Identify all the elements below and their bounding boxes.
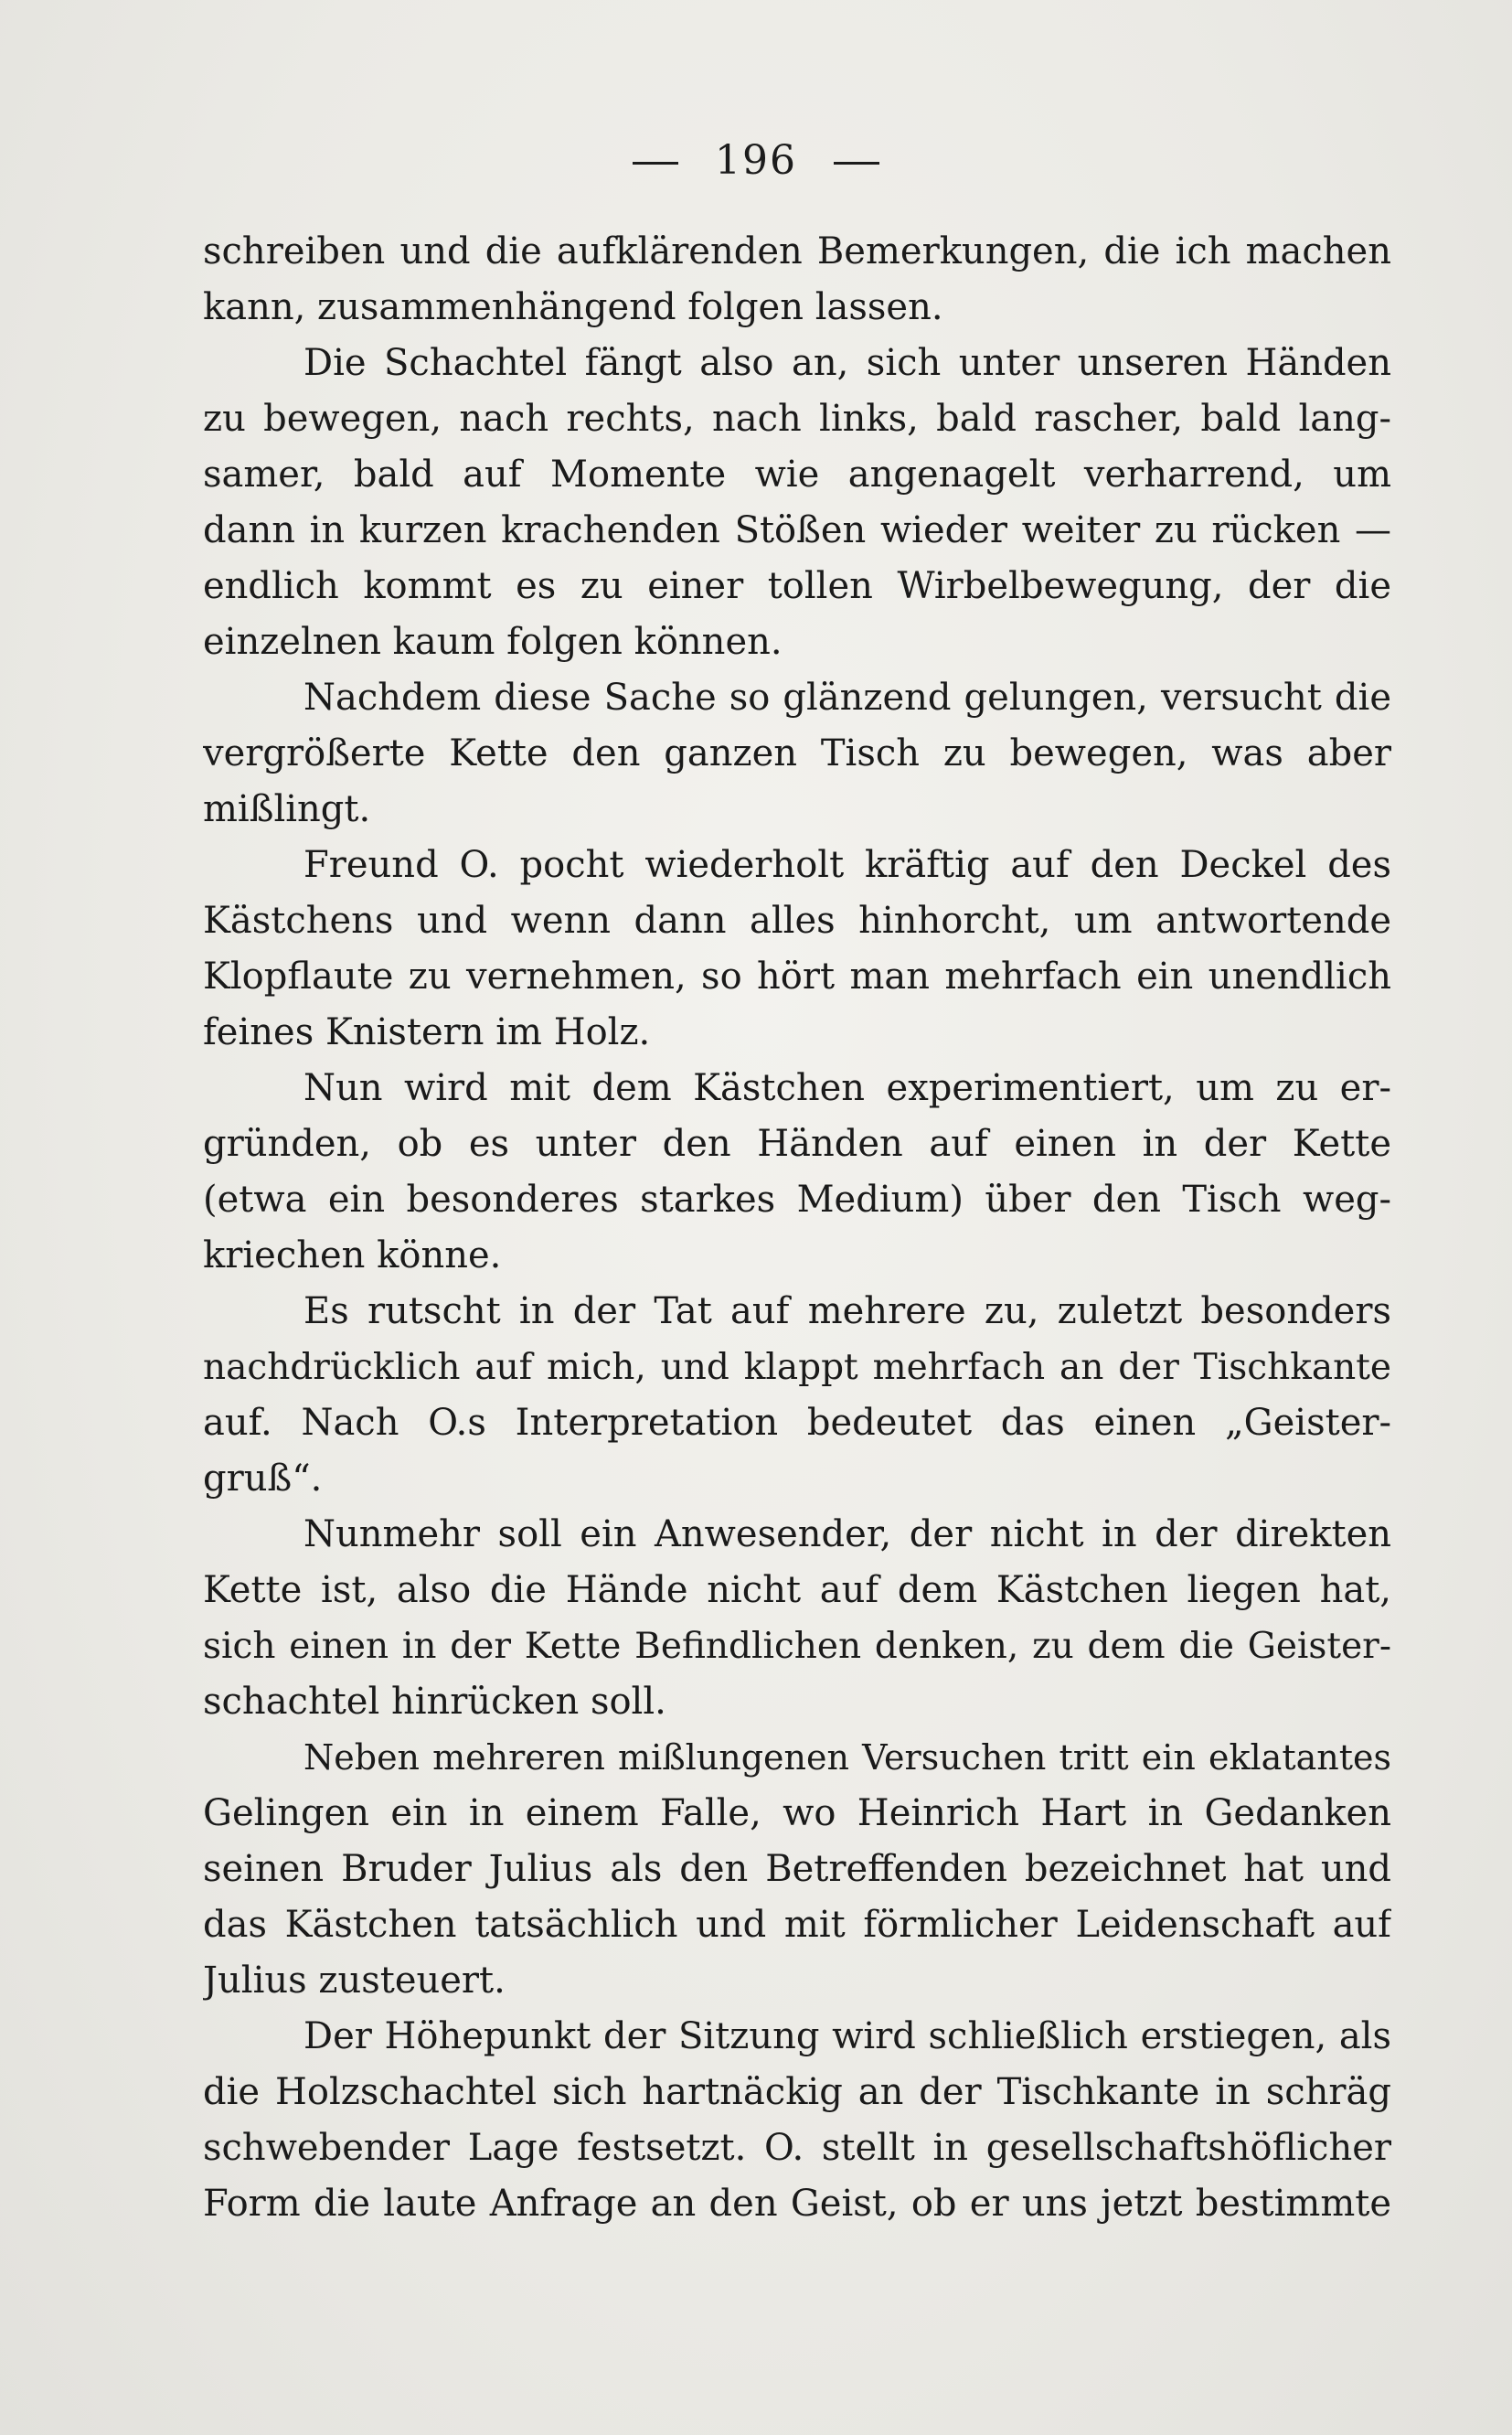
page-number: 196 bbox=[715, 137, 797, 184]
text-line: feines Knistern im Holz. bbox=[203, 1011, 651, 1053]
text-line: das Kästchen tatsächlich und mit förmlicher Leidenschaft auf bbox=[203, 1904, 1391, 1946]
text-line: Kette ist, also die Hände nicht auf dem Kästchen liegen hat, bbox=[203, 1569, 1391, 1611]
text-line: endlich kommt es zu einer tollen Wirbelbewegung, der die bbox=[203, 565, 1391, 607]
text-line: Nachdem diese Sache so glänzend gelungen, versucht die bbox=[303, 677, 1391, 719]
text-line: schwebender Lage festsetzt. O. stellt in gesellschaftshöflicher bbox=[203, 2127, 1391, 2169]
text-line: Julius zusteuert. bbox=[203, 1960, 506, 2002]
text-line: sich einen in der Kette Befindlichen denken, zu dem die Geister- bbox=[203, 1626, 1391, 1667]
text-line: Freund O. pocht wiederholt kräftig auf den Deckel des bbox=[303, 844, 1391, 886]
text-line: Neben mehreren mißlungenen Versuchen tritt ein eklatantes bbox=[303, 1737, 1391, 1778]
page-header bbox=[0, 137, 1512, 184]
text-line: Form die laute Anfrage an den Geist, ob er uns jetzt bestimmte bbox=[203, 2183, 1391, 2225]
text-line: mißlingt. bbox=[203, 788, 371, 830]
text-line: vergrößerte Kette den ganzen Tisch zu bewegen, was aber bbox=[203, 732, 1391, 774]
text-line: Klopflaute zu vernehmen, so hört man mehrfach ein unendlich bbox=[203, 956, 1391, 998]
text-line: samer, bald auf Momente wie angenagelt verharrend, um bbox=[203, 454, 1391, 496]
text-line: einzelnen kaum folgen können. bbox=[203, 621, 783, 663]
text-line: die Holzschachtel sich hartnäckig an der Tischkante in schräg bbox=[203, 2071, 1391, 2113]
text-line: gruß“. bbox=[203, 1458, 323, 1500]
text-line: schreiben und die aufklärenden Bemerkungen, die ich machen bbox=[203, 230, 1391, 272]
text-line: kriechen könne. bbox=[203, 1234, 502, 1276]
text-line: Kästchens und wenn dann alles hinhorcht, um antwortende bbox=[203, 900, 1391, 942]
text-line: schachtel hinrücken soll. bbox=[203, 1681, 666, 1723]
header-dash-left bbox=[633, 162, 678, 165]
body-text bbox=[203, 224, 1391, 2232]
text-line: (etwa ein besonderes starkes Medium) über den Tisch weg- bbox=[203, 1179, 1391, 1221]
text-line: Die Schachtel fängt also an, sich unter unseren Händen bbox=[303, 342, 1391, 384]
text-line: Nun wird mit dem Kästchen experimentiert, um zu er- bbox=[303, 1067, 1391, 1109]
text-line: gründen, ob es unter den Händen auf einen in der Kette bbox=[203, 1123, 1391, 1165]
text-line: Es rutscht in der Tat auf mehrere zu, zuletzt besonders bbox=[303, 1290, 1391, 1332]
text-line: auf. Nach O.s Interpretation bedeutet das einen „Geister- bbox=[203, 1402, 1391, 1444]
text-line: Der Höhepunkt der Sitzung wird schließlich erstiegen, als bbox=[303, 2015, 1391, 2057]
text-line: Gelingen ein in einem Falle, wo Heinrich Hart in Gedanken bbox=[203, 1792, 1391, 1834]
text-line: Nunmehr soll ein Anwesender, der nicht in der direkten bbox=[303, 1513, 1391, 1555]
text-line: nachdrücklich auf mich, und klappt mehrfach an der Tischkante bbox=[203, 1347, 1391, 1388]
text-line: dann in kurzen krachenden Stößen wieder weiter zu rücken — bbox=[203, 509, 1391, 551]
text-line: zu bewegen, nach rechts, nach links, bald rascher, bald lang- bbox=[203, 398, 1391, 440]
header-dash-right bbox=[834, 162, 879, 165]
text-line: seinen Bruder Julius als den Betreffenden bezeichnet hat und bbox=[203, 1848, 1391, 1890]
text-line: kann, zusammenhängend folgen lassen. bbox=[203, 286, 943, 328]
